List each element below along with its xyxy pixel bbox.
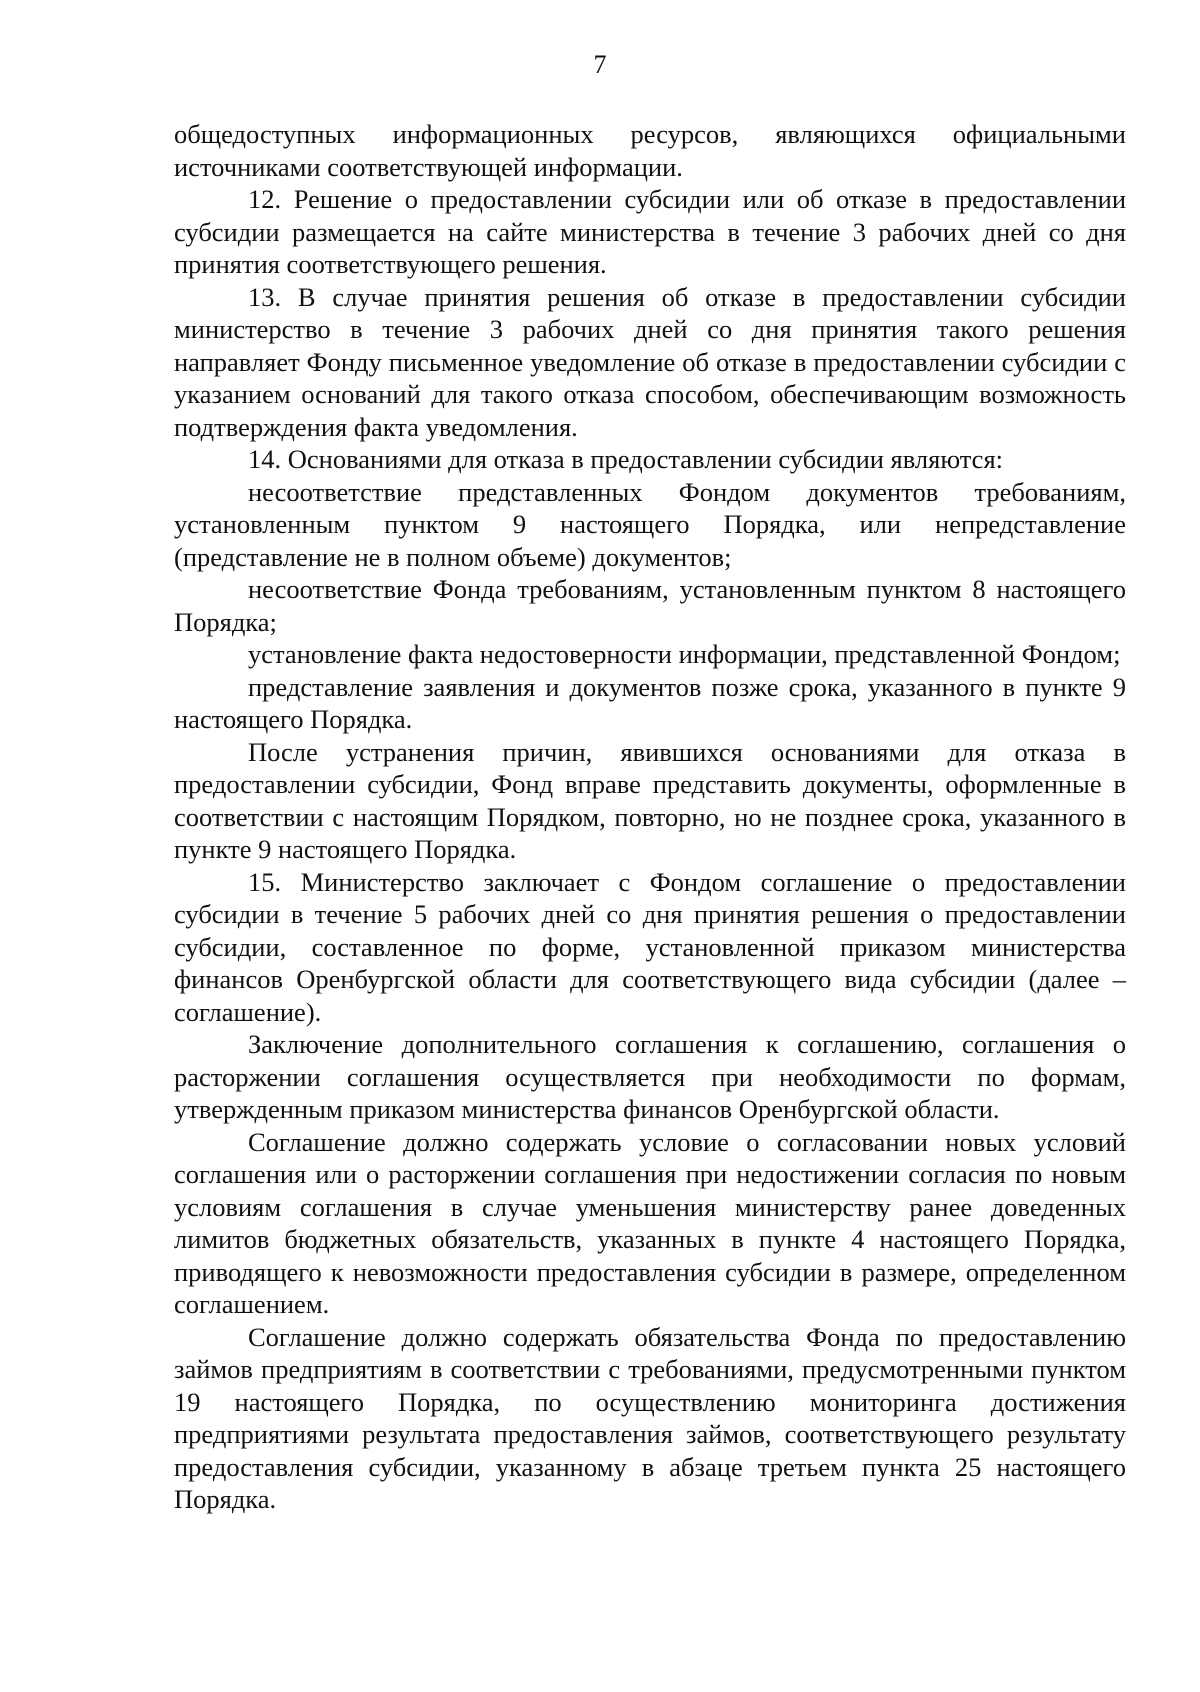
paragraph-agreement-obligations: Соглашение должно содержать обязательства Фонда по предоставлению займов предприятиям в соответствии с требованиями, предусмотренными пунктом 19 настоящего Порядка, по осуществлению мониторинга достижения предприятиями результата предоставления займов, соответствующего результату предоставления субсидии, указанному в абзаце третьем пункта 25 настоящего Порядка. <box>174 1321 1126 1514</box>
paragraph-resubmission: После устранения причин, явившихся основаниями для отказа в предоставлении субсидии, Фонд вправе представить документы, оформленные в соответствии с настоящим Порядком, повторно, но не позднее срока, указанного в пункте 9 настоящего Порядка. <box>174 736 1126 864</box>
paragraph-clause-12: 12. Решение о предоставлении субсидии или об отказе в предоставлении субсидии размещается на сайте министерства в течение 3 рабочих дней со дня принятия соответствующего решения. <box>174 184 1126 279</box>
paragraph-continuation: общедоступных информационных ресурсов, являющихся официальными источниками соответствующей информации. <box>174 119 1126 182</box>
paragraph-refusal-ground-1: несоответствие представленных Фондом документов требованиям, установленным пунктом 9 настоящего Порядка, или непредставление (представление не в полном объеме) документов; <box>174 476 1126 572</box>
page-number: 7 <box>593 50 607 79</box>
paragraph-agreement-conditions: Соглашение должно содержать условие о согласовании новых условий соглашения или о расторжении соглашения при недостижении согласия по новым условиям соглашения в случае уменьшения министерству ранее доведенных лимитов бюджетных обязательств, указанных в пункте 4 настоящего Порядка, приводящего к невозможности предоставления субсидии в размере, определенном соглашением. <box>174 1126 1126 1319</box>
paragraph-clause-13: 13. В случае принятия решения об отказе в предоставлении субсидии министерство в течение 3 рабочих дней со дня принятия такого решения направляет Фонду письменное уведомление об отказе в предоставлении субсидии с указанием оснований для такого отказа способом, обеспечивающим возможность подтверждения факта уведомления. <box>174 281 1126 442</box>
paragraph-refusal-ground-3: установление факта недостоверности информации, представленной Фондом; <box>248 639 1121 669</box>
paragraph-additional-agreement: Заключение дополнительного соглашения к соглашению, соглашения о расторжении соглашения осуществляется при необходимости по формам, утвержденным приказом министерства финансов Оренбургской области. <box>174 1029 1126 1124</box>
paragraph-refusal-ground-4: представление заявления и документов позже срока, указанного в пункте 9 настоящего Порядка. <box>174 671 1126 734</box>
document-body <box>174 118 1126 1516</box>
paragraph-clause-15: 15. Министерство заключает с Фондом соглашение о предоставлении субсидии в течение 5 рабочих дней со дня принятия решения о предоставлении субсидии, составленное по форме, установленной приказом министерства финансов Оренбургской области для соответствующего вида субсидии (далее – соглашение). <box>174 866 1126 1027</box>
paragraph-refusal-ground-2: несоответствие Фонда требованиям, установленным пунктом 8 настоящего Порядка; <box>174 574 1126 637</box>
paragraph-clause-14: 14. Основаниями для отказа в предоставлении субсидии являются: <box>248 444 1003 474</box>
